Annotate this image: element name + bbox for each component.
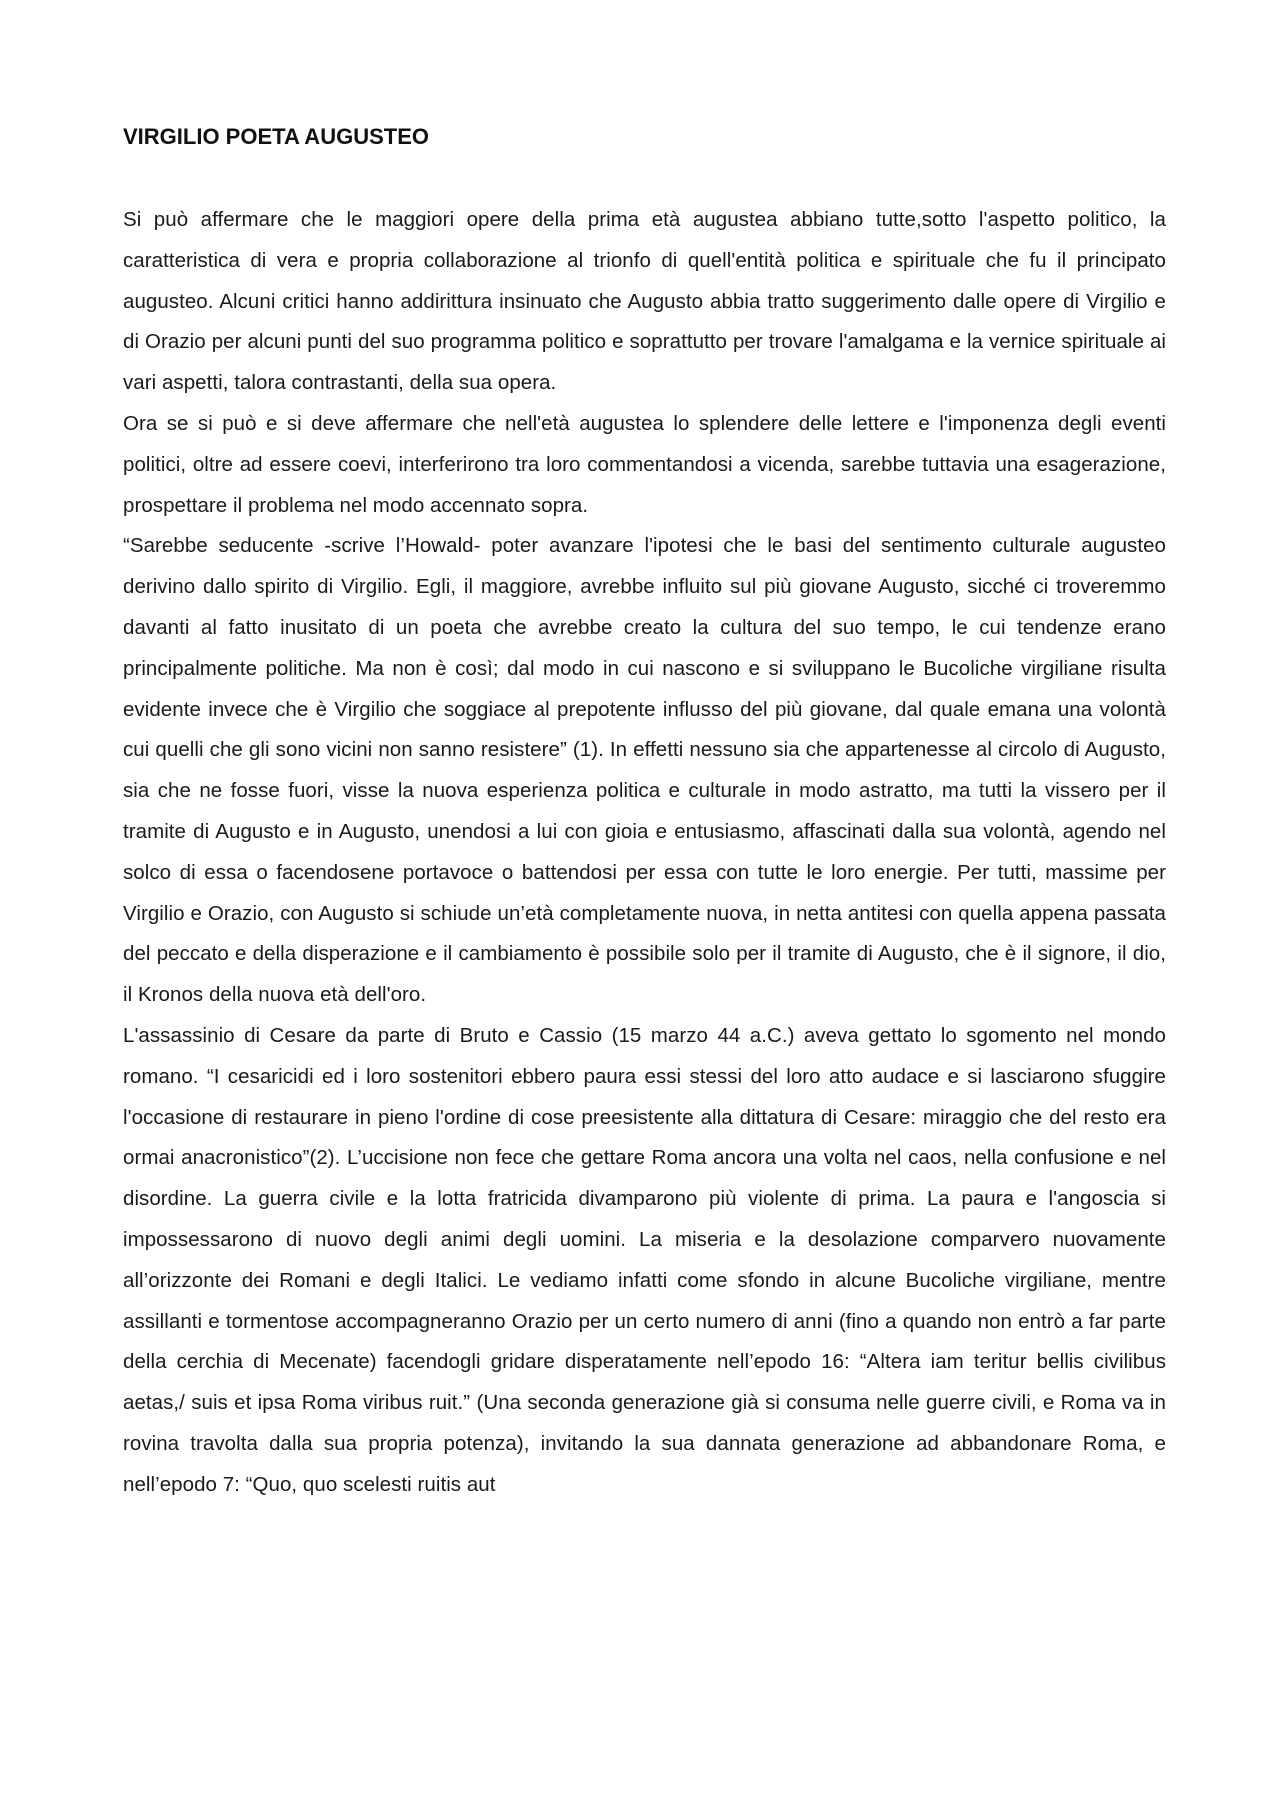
page-title: VIRGILIO POETA AUGUSTEO xyxy=(123,124,429,149)
paragraph-3: “Sarebbe seducente -scrive l’Howald- poter avanzare l'ipotesi che le basi del sentimento culturale augusteo derivino dallo spirito di Virgilio. Egli, il maggiore, avrebbe influito sul più giovane Augusto, sicché ci troveremmo davanti al fatto inusitato di un poeta che avrebbe creato la cultura del suo tempo, le cui tendenze erano principalmente politiche. Ma non è così; dal modo in cui nascono e si sviluppano le Bucoliche virgiliane risulta evidente invece che è Virgilio che soggiace al prepotente influsso del più giovane, dal quale emana una volontà cui quelli che gli sono vicini non sanno resistere” (1). In effetti nessuno sia che appartenesse al circolo di Augusto, sia che ne fosse fuori, visse la nuova esperienza politica e culturale in modo astratto, ma tutti la vissero per il tramite di Augusto e in Augusto, unendosi a lui con gioia e entusiasmo, affascinati dalla sua volontà, agendo nel solco di essa o facendosene portavoce o battendosi per essa con tutte le loro energie. Per tutti, massime per Virgilio e Orazio, con Augusto si schiude un’età completamente nuova, in netta antitesi con quella appena passata del peccato e della disperazione e il cambiamento è possibile solo per il tramite di Augusto, che è il signore, il dio, il Kronos della nuova età dell'oro. xyxy=(123,534,1166,1007)
paragraph-1: Si può affermare che le maggiori opere della prima età augustea abbiano tutte,sotto l'aspetto politico, la caratteristica di vera e propria collaborazione al trionfo di quell'entità politica e spirituale che fu il principato augusteo. Alcuni critici hanno addirittura insinuato che Augusto abbia tratto suggerimento dalle opere di Virgilio e di Orazio per alcuni punti del suo programma politico e soprattutto per trovare l'amalgama e la vernice spirituale ai vari aspetti, talora contrastanti, della sua opera. xyxy=(123,208,1166,395)
paragraph-2: Ora se si può e si deve affermare che nell'età augustea lo splendere delle lettere e l'imponenza degli eventi politici, oltre ad essere coevi, interferirono tra loro commentandosi a vicenda, sarebbe tuttavia una esagerazione, prospettare il problema nel modo accennato sopra. xyxy=(123,411,1166,517)
paragraph-4: L'assassinio di Cesare da parte di Bruto e Cassio (15 marzo 44 a.C.) aveva gettato lo sgomento nel mondo romano. “I cesaricidi ed i loro sostenitori ebbero paura essi stessi del loro atto audace e si lasciarono sfuggire l'occasione di restaurare in pieno l'ordine di cose preesistente alla dittatura di Cesare: miraggio che del resto era ormai anacronistico”(2). L’uccisione non fece che gettare Roma ancora una volta nel caos, nella confusione e nel disordine. La guerra civile e la lotta fratricida divamparono più violente di prima. La paura e l'angoscia si impossessarono di nuovo degli animi degli uomini. La miseria e la desolazione comparvero nuovamente all’orizzonte dei Romani e degli Italici. Le vediamo infatti come sfondo in alcune Bucoliche virgiliane, mentre assillanti e tormentose accompagneranno Orazio per un certo numero di anni (fino a quando non entrò a far parte della cerchia di Mecenate) facendogli gridare disperatamente nell’epodo 16: “Altera iam teritur bellis civilibus aetas,/ suis et ipsa Roma viribus ruit.” (Una seconda generazione già si consuma nelle guerre civili, e Roma va in rovina travolta dalla sua propria potenza), invitando la sua dannata generazione ad abbandonare Roma, e nell’epodo 7: “Quo, quo scelesti ruitis aut xyxy=(123,1023,1166,1496)
document-body xyxy=(123,122,1166,1506)
